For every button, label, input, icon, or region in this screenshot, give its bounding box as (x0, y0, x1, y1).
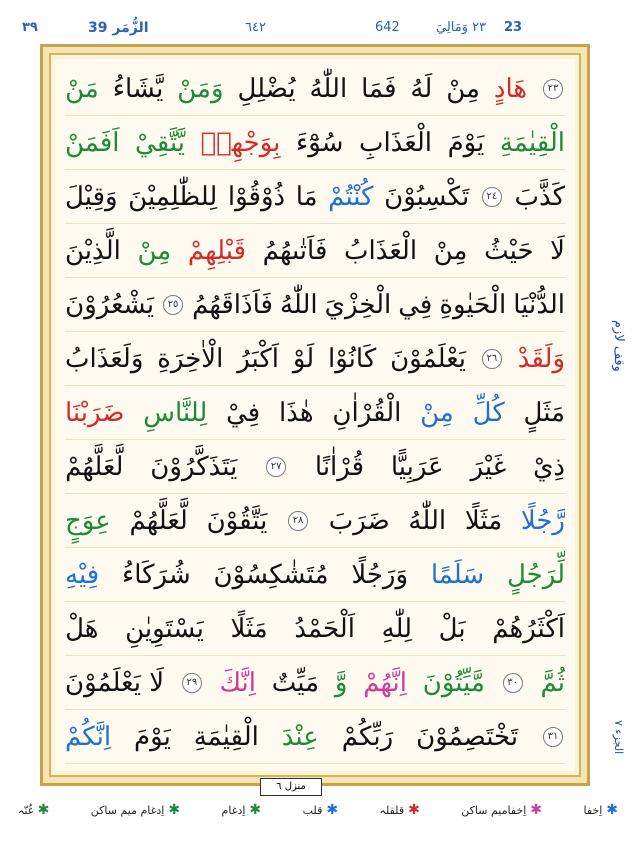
arabic-word: فِي (398, 290, 433, 320)
text-line (65, 387, 565, 440)
arabic-word: اللّٰهُ (309, 74, 348, 104)
legend-label: اِخفا (583, 803, 603, 817)
arabic-word: فَمَا (361, 74, 397, 104)
arabic-word: بَلْ (438, 614, 466, 644)
arabic-word: الْقُرْاٰنِ (332, 398, 402, 428)
arabic-word: يَوْمَ (447, 128, 485, 158)
text-line (65, 657, 565, 710)
arabic-word: فَاَتٰىهُمُ (262, 236, 328, 266)
arabic-word: سَلَمًا (430, 560, 485, 590)
tajweed-legend (18, 796, 618, 824)
text-line (65, 711, 565, 764)
page-number: 642 (375, 20, 400, 35)
arabic-word: يَتَذَكَّرُوْنَ (150, 452, 238, 482)
arabic-word: مِنْ (446, 74, 480, 104)
asterisk-icon: ✱ (168, 802, 181, 818)
arabic-word: سُوْٓءَ (295, 128, 344, 158)
ayah-number-marker: ٢٩ (182, 673, 202, 693)
arabic-word: الَّذِيْنَ (65, 236, 121, 266)
asterisk-icon: ✱ (606, 802, 618, 818)
text-line (65, 549, 565, 602)
ayah-number-marker: ٢٦ (482, 349, 502, 369)
arabic-word: يَّتَّقِيْ (135, 128, 185, 158)
legend-label: قلب (302, 803, 323, 817)
arabic-word: قَبْلِهِمْ (187, 236, 247, 266)
arabic-word: مَثَلًا (230, 614, 268, 644)
legend-label: غُنّہ (18, 803, 34, 817)
arabic-word: مَّيِّتُوْنَ (422, 668, 485, 698)
page-frame (40, 44, 590, 786)
arabic-word: لَهُ (410, 74, 433, 104)
arabic-word: مَثَلًا (464, 506, 503, 536)
ayah-number-marker: ٢٥ (163, 295, 183, 315)
arabic-word: فَاَذَاقَهُمُ (192, 290, 273, 320)
arabic-word: قُرْاٰنًا (314, 452, 365, 482)
juz-name: ٢٣ وَمَالِيَ (436, 20, 487, 35)
arabic-word: وَلَقَدْ (517, 344, 565, 374)
arabic-word: كَانُوْا (328, 344, 377, 374)
arabic-word: عِنْدَ (281, 722, 319, 752)
ayah-number-marker: ٢٤ (482, 187, 502, 207)
arabic-word: مِنْ (433, 236, 468, 266)
ayah-number-marker: ٢٣ (543, 79, 563, 99)
arabic-word: هٰذَا (278, 398, 314, 428)
arabic-word: الْعَذَابِ (358, 128, 433, 158)
legend-item (18, 803, 49, 817)
ayah-number-marker: ٢٧ (266, 457, 286, 477)
arabic-word: يَعْلَمُوْنَ (390, 344, 467, 374)
arabic-word: لِلنَّاسِ (143, 398, 208, 428)
arabic-word: اِنَّكُمْ (65, 722, 112, 752)
arabic-word: الْعَذَابُ (344, 236, 418, 266)
arabic-word: عِوَجٍ (65, 506, 111, 536)
legend-label: اِخفامیم ساکن (461, 803, 527, 817)
arabic-word: وَرَجُلًا (351, 560, 409, 590)
text-line (65, 63, 565, 116)
text-line (65, 171, 565, 224)
arabic-word: رَبِّكُمْ (341, 722, 394, 752)
text-line (65, 225, 565, 278)
arabic-word: رَّجُلًا (520, 506, 565, 536)
arabic-word: مَنْ (65, 74, 99, 104)
arabic-word: ضَرَبَ (328, 506, 390, 536)
ayah-number-marker: ٣١ (543, 727, 563, 747)
arabic-word: لِلّٰهِ (381, 614, 413, 644)
arabic-word: مُتَشٰكِسُوْنَ (213, 560, 329, 590)
arabic-word: اَفَمَنْ (65, 128, 120, 158)
arabic-word: حَيْثُ (484, 236, 534, 266)
arabic-word: ذُوْقُوْا (227, 182, 286, 212)
legend-item (91, 803, 180, 817)
legend-label: اِدغام میم ساکن (90, 803, 165, 817)
arabic-word: اَكْبَرُ (237, 344, 279, 374)
asterisk-icon: ✱ (37, 802, 50, 818)
arabic-word: لَوْ (292, 344, 315, 374)
arabic-word: وَقِيْلَ (65, 182, 118, 212)
arabic-word: ضَرَبْنَا (65, 398, 125, 428)
quran-text-area (55, 59, 575, 771)
arabic-word: لَا يَعْلَمُوْنَ (65, 668, 165, 698)
arabic-word: اَلْحَمْدُ (294, 614, 355, 644)
legend-item (222, 803, 262, 817)
legend-label: اِدغام (221, 803, 246, 817)
arabic-word: مِنْ (420, 398, 454, 428)
asterisk-icon: ✱ (408, 802, 420, 818)
arabic-word: فِيْهِ (65, 560, 100, 590)
arabic-word: يَتَّقُوْنَ (206, 506, 268, 536)
arabic-word: وَّ (334, 668, 348, 698)
page-number-arabic: ٦٤٢ (245, 20, 266, 35)
arabic-word: يَوْمَ (134, 722, 171, 752)
arabic-word: هَلْ (65, 614, 99, 644)
arabic-word: فِيْ (226, 398, 261, 428)
asterisk-icon: ✱ (249, 802, 262, 818)
arabic-word: وَلَعَذَابُ (65, 344, 144, 374)
arabic-word: مَثَلٍ (523, 398, 565, 428)
arabic-word: اَكْثَرُهُمْ (492, 614, 565, 644)
text-line (65, 495, 565, 548)
arabic-word: عَرَبِيًّا (390, 452, 444, 482)
ayah-number-marker: ٢٨ (288, 511, 308, 531)
asterisk-icon: ✱ (530, 802, 543, 818)
arabic-word: لِلظّٰلِمِيْنَ (128, 182, 218, 212)
arabic-word: الْحَيٰوةِ (439, 290, 507, 320)
arabic-word: الدُّنْيَا (513, 290, 565, 320)
manzil-label: منزل ٦ (260, 778, 322, 796)
arabic-word: كُنْتُمْ (328, 182, 374, 212)
arabic-word: الْقِيٰمَةِ (499, 128, 565, 158)
legend-label: قلقلہ (379, 803, 405, 817)
text-line (65, 333, 565, 386)
legend-item (461, 803, 542, 817)
arabic-word: بِوَجْهِهٖ (200, 128, 281, 158)
arabic-word: يَّشَاءُ (112, 74, 164, 104)
arabic-word: تَكْسِبُوْنَ (384, 182, 470, 212)
text-line (65, 117, 565, 170)
arabic-word: لَا (550, 236, 565, 266)
arabic-word: الْقِيٰمَةِ (193, 722, 259, 752)
arabic-word: يَشْعُرُوْنَ (65, 290, 155, 320)
arabic-word: هَادٍ (493, 74, 528, 104)
legend-item (303, 803, 338, 817)
arabic-word: اِنَّهُمْ (363, 668, 407, 698)
arabic-word: ثُمَّ (540, 668, 565, 698)
arabic-word: لَّعَلَّهُمْ (65, 452, 124, 482)
arabic-word: كُلِّ (472, 398, 505, 428)
arabic-word: ذِيْ (533, 452, 565, 482)
arabic-word: مَيِّتٌ (271, 668, 320, 698)
arabic-word: كَذَّبَ (514, 182, 565, 212)
arabic-word: الْاٰخِرَةِ (157, 344, 224, 374)
arabic-word: اللّٰهُ (279, 290, 318, 320)
waqf-lazim-label: وقف لازم (611, 320, 626, 372)
surah-name: 39 الزُّمَر (88, 20, 149, 36)
legend-item (380, 803, 420, 817)
arabic-word: يُضْلِلِ (237, 74, 296, 104)
arabic-word: شُرَكَاءُ (122, 560, 191, 590)
arabic-word: الْخِزْيَ (324, 290, 392, 320)
juz-number: 23 (504, 20, 523, 35)
arabic-word: لَّعَلَّهُمْ (129, 506, 188, 536)
arabic-word: وَمَنْ (177, 74, 224, 104)
asterisk-icon: ✱ (326, 802, 339, 818)
arabic-word: مَا (295, 182, 318, 212)
surah-number-arabic: ٣٩ (22, 20, 38, 35)
legend-item (583, 803, 618, 817)
page-header (0, 0, 638, 44)
arabic-word: غَيْرَ (470, 452, 507, 482)
arabic-word: اِنَّكَ (219, 668, 256, 698)
arabic-word: تَخْتَصِمُوْنَ (416, 722, 519, 752)
arabic-word: مِنْ (137, 236, 172, 266)
arabic-word: لِّرَجُلٍ (506, 560, 565, 590)
arabic-word: اللّٰهُ (408, 506, 447, 536)
text-line (65, 441, 565, 494)
ayah-number-marker: ٣٠ (503, 673, 523, 693)
juz-side-label: الجزء ٧ (612, 720, 625, 755)
text-line (65, 603, 565, 656)
arabic-word: يَسْتَوِيٰنِ (125, 614, 204, 644)
text-line (65, 279, 565, 332)
